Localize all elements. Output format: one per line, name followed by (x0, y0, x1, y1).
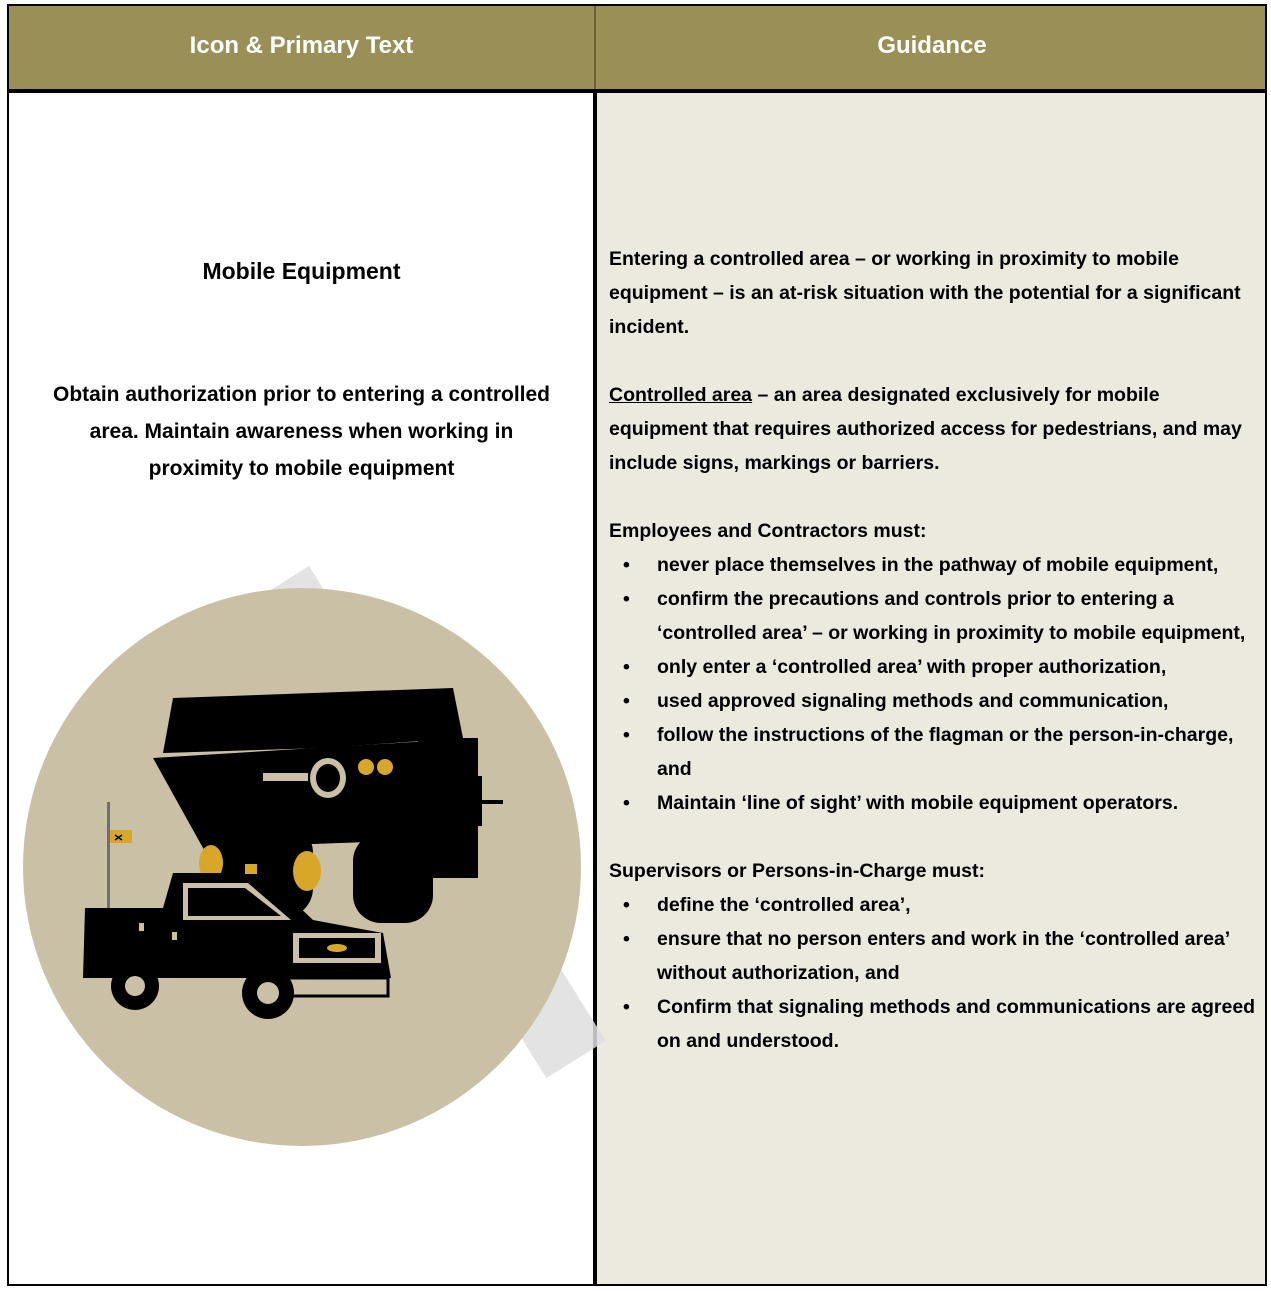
definition-term: Controlled area (609, 384, 753, 406)
list-item: • Maintain ‘line of sight’ with mobile equipment operators. (609, 786, 1259, 820)
header-guidance: Guidance (877, 32, 987, 59)
employees-heading: Employees and Contractors must: (609, 520, 927, 542)
guidance-table (7, 4, 1267, 1286)
supervisors-heading: Supervisors or Persons-in-Charge must: (609, 860, 986, 882)
list-item: • never place themselves in the pathway of mobile equipment, (609, 548, 1259, 582)
list-item: • define the ‘controlled area’, (609, 888, 1259, 922)
item-title: Mobile Equipment (202, 258, 401, 284)
definition-text: – an area designated exclusively for mobile equipment that requires authorized access for pedestrians, and may include signs, markings or barriers. (609, 384, 1242, 474)
table-header (9, 6, 1265, 93)
primary-text: Obtain authorization prior to entering a controlled area. Maintain awareness when working in proximity to mobile equipment (52, 383, 550, 480)
controlled-area-definition (609, 378, 1259, 480)
list-item: • only enter a ‘controlled area’ with proper authorization, (609, 650, 1259, 684)
header-divider (594, 6, 596, 89)
mobile-equipment-icon (23, 588, 583, 1148)
list-item: • used approved signaling methods and communication, (609, 684, 1259, 718)
guidance-intro: Entering a controlled area – or working in proximity to mobile equipment – is an at-risk situation with the potential for a significant incident. (609, 248, 1241, 338)
list-item: • confirm the precautions and controls prior to entering a ‘controlled area’ – or working in proximity to mobile equipment, (609, 582, 1259, 650)
list-item: • Confirm that signaling methods and communications are agreed on and understood. (609, 990, 1259, 1058)
list-item: • ensure that no person enters and work in the ‘controlled area’ without authorization, and (609, 922, 1259, 990)
employees-list (609, 548, 1259, 820)
header-icon-primary-text: Icon & Primary Text (189, 32, 414, 59)
supervisors-list (609, 888, 1259, 1058)
guidance-text (609, 242, 1259, 1058)
list-item: • follow the instructions of the flagman or the person-in-charge, and (609, 718, 1259, 786)
